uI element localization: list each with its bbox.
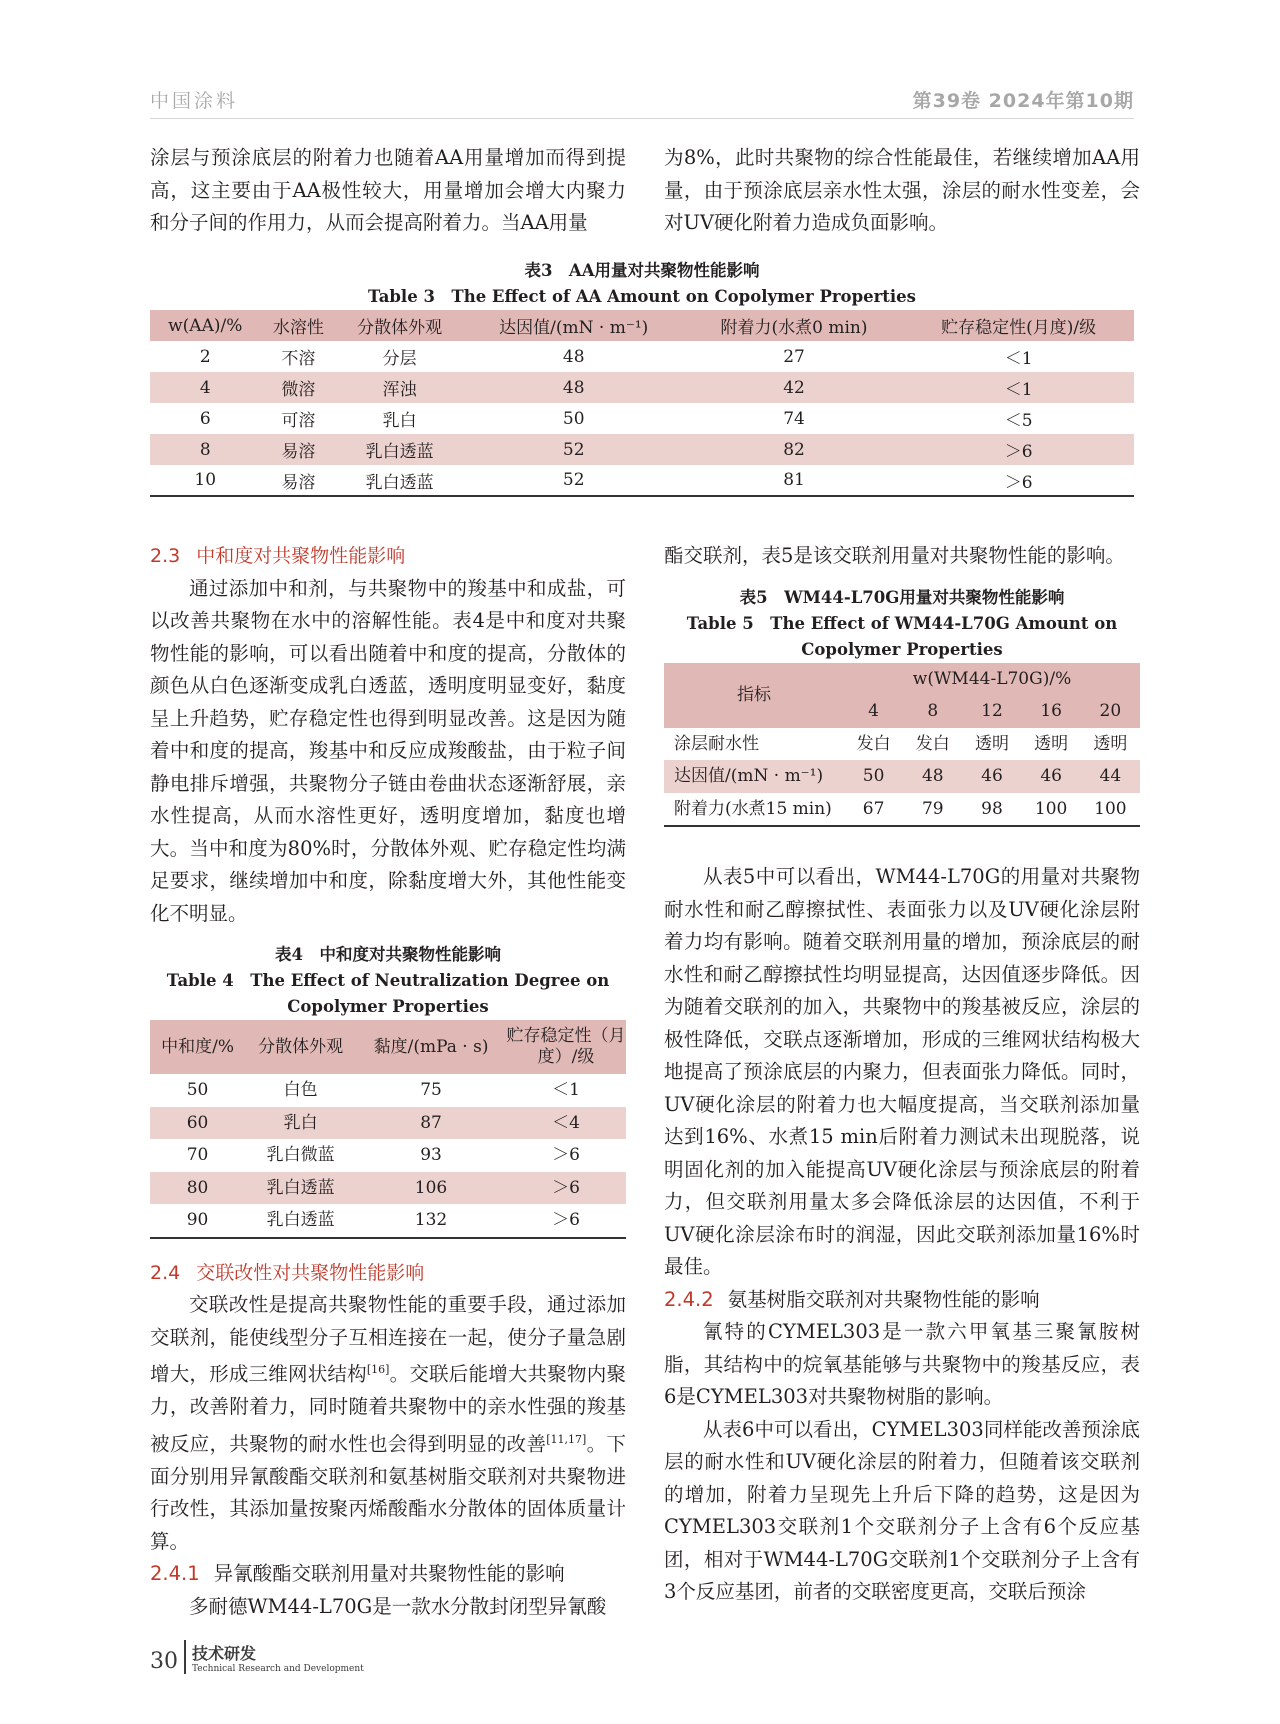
footer-section-en: Technical Research and Development — [192, 1664, 364, 1674]
top-right-paragraph: 为8%，此时共聚物的综合性能最佳，若继续增加AA用量，由于预涂底层亲水性太强，涂层的耐水性变差，会对UV硬化附着力造成负面影响。 — [664, 146, 1140, 234]
table4-caption-en: Table 4 The Effect of Neutralization Degree on Copolymer Properties — [166, 971, 610, 1016]
table5-level: 8 — [903, 695, 962, 728]
section-2-4-body: 交联改性是提高共聚物性能的重要手段，通过添加交联剂，能使线型分子互相连接在一起，使分子量急剧增大，形成三维网状结构[16]。交联后能增大共聚物内聚力，改善附着力，同时随着共聚物中的亲水性强的羧基被反应，共聚物的耐水性也会得到明显的改善[11,17]。下面分别用异氰酸酯交联剂和氨基树脂交联剂对共聚物进行改性，其添加量按聚丙烯酸酯水分散体的固体质量计算。 — [150, 1293, 626, 1553]
table3-caption-cn: 表3 AA用量对共聚物性能影响 — [524, 261, 760, 280]
table5-level: 20 — [1081, 695, 1140, 728]
table5-level: 4 — [844, 695, 903, 728]
table3-block — [150, 258, 1134, 497]
table5-level: 16 — [1022, 695, 1081, 728]
table5-block — [664, 585, 1140, 828]
top-left-paragraph: 涂层与预涂底层的附着力也随着AA用量增加而得到提高，这主要由于AA极性较大，用量增加会增大内聚力和分子间的作用力，从而会提高附着力。当AA用量 — [150, 146, 626, 234]
journal-name: 中国涂料 — [150, 90, 239, 112]
table-row: 涂层耐水性 发白 发白 透明 透明 透明 — [674, 733, 1128, 754]
table4-block — [150, 942, 626, 1239]
table4-caption-cn: 表4 中和度对共聚物性能影响 — [275, 945, 501, 964]
section-2-3-heading: 2.3 中和度对共聚物性能影响 — [150, 545, 406, 567]
table4-header: 贮存稳定性（月度）/级 — [506, 1020, 626, 1074]
table-row: 50 白色 75 ＜1 — [186, 1080, 580, 1100]
table-row: 2 不溶 分层 48 27 ＜1 — [199, 346, 1033, 369]
table-row: 附着力(水煮15 min) 67 79 98 100 100 — [674, 798, 1127, 819]
footer-divider — [184, 1640, 186, 1674]
issue-info: 第39卷 2024年第10期 — [912, 90, 1134, 112]
table3-header: 水溶性 — [260, 310, 336, 341]
footer-section — [192, 1641, 364, 1674]
table5-index-header: 指标 — [664, 663, 844, 728]
table3-header: 分散体外观 — [336, 310, 462, 341]
table3-header: 贮存稳定性(月度)/级 — [903, 310, 1134, 341]
right-column — [664, 540, 1140, 1609]
table-row: 6 可溶 乳白 50 74 ＜5 — [199, 408, 1033, 431]
table-row: 10 易溶 乳白透蓝 52 81 ＞6 — [194, 470, 1033, 493]
section-2-3-body: 通过添加中和剂，与共聚物中的羧基中和成盐，可以改善共聚物在水中的溶解性能。表4是中和度对共聚物性能的影响，可以看出随着中和度的提高，分散体的颜色从白色逐渐变成乳白透蓝，透明度明显变好，黏度呈上升趋势，贮存稳定性也得到明显改善。这是因为随着中和度的提高，羧基中和反应成羧酸盐，由于粒子间静电排斥增强，共聚物分子链由卷曲状态逐渐舒展，亲水性提高，从而水溶性更好，透明度增加，黏度也增大。当中和度为80%时，分散体外观、贮存稳定性均满足要求，继续增加中和度，除黏度增大外，其他性能变化不明显。 — [150, 576, 626, 925]
table4-header: 分散体外观 — [245, 1020, 356, 1074]
page-number: 30 — [150, 1649, 178, 1674]
section-2-4-1-body: 多耐德WM44-L70G是一款水分散封闭型异氰酸 — [189, 1594, 607, 1618]
table5 — [664, 663, 1140, 828]
table5-group-header: w(WM44-L70G)/% — [844, 663, 1140, 696]
page-footer — [150, 1640, 364, 1674]
table5-caption-en: Table 5 The Effect of WM44-L70G Amount on Copolymer Properties — [686, 613, 1118, 659]
left-column — [150, 540, 626, 1623]
table-row: 70 乳白微蓝 93 ＞6 — [186, 1145, 580, 1165]
table-row: 80 乳白透蓝 106 ＞6 — [150, 1172, 626, 1205]
table3-header: w(AA)/% — [150, 310, 260, 341]
section-2-4-2-heading: 2.4.2 氨基树脂交联剂对共聚物性能的影响 — [664, 1287, 1040, 1311]
section-2-4-1-heading: 2.4.1 异氰酸酯交联剂用量对共聚物性能的影响 — [150, 1562, 565, 1585]
continued-text: 酯交联剂，表5是该交联剂用量对共聚物性能的影响。 — [664, 544, 1125, 567]
table4-header: 黏度/(mPa · s) — [356, 1020, 506, 1074]
table-row: 达因值/(mN · m⁻¹) 50 48 46 46 44 — [664, 760, 1140, 793]
table-row: 60 乳白 87 ＜4 — [150, 1107, 626, 1140]
table-row: 8 易溶 乳白透蓝 52 82 ＞6 — [150, 434, 1134, 465]
table3-header: 达因值/(mN · m⁻¹) — [463, 310, 685, 341]
section-2-4-heading: 2.4 交联改性对共聚物性能影响 — [150, 1261, 425, 1284]
table5-caption-cn: 表5 WM44-L70G用量对共聚物性能影响 — [739, 587, 1065, 607]
header-rule — [150, 118, 1134, 119]
table4 — [150, 1020, 626, 1239]
table4-header: 中和度/% — [150, 1020, 245, 1074]
table5-level: 12 — [962, 695, 1021, 728]
table5-discussion: 从表5中可以看出，WM44-L70G的用量对共聚物耐水性和耐乙醇擦拭性、表面张力以及UV硬化涂层附着力均有影响。随着交联剂用量的增加，预涂底层的耐水性和耐乙醇擦拭性均明显提高，达因值逐步降低。因为随着交联剂的加入，共聚物中的羧基被反应，涂层的极性降低，交联点逐渐增加，形成的三维网状结构极大地提高了预涂底层的内聚力，但表面张力降低。同时，UV硬化涂层的附着力也大幅度提高，当交联剂添加量达到16%、水煮15 min后附着力测试未出现脱落，说明固化剂的加入能提高UV硬化涂层与预涂底层的附着力，但交联剂用量太多会降低涂层的达因值，不利于UV硬化涂层涂布时的润湿，因此交联剂添加量16%时最佳。 — [664, 865, 1140, 1278]
table-row: 4 微溶 浑浊 48 42 ＜1 — [150, 372, 1134, 403]
table3-header: 附着力(水煮0 min) — [685, 310, 904, 341]
section-2-4-2-body-1: 氰特的CYMEL303是一款六甲氧基三聚氰胺树脂，其结构中的烷氧基能够与共聚物中的羧基反应，表6是CYMEL303对共聚物树脂的影响。 — [664, 1320, 1140, 1408]
table-row: 90 乳白透蓝 132 ＞6 — [186, 1210, 580, 1230]
section-2-4-2-body-2: 从表6中可以看出，CYMEL303同样能改善预涂底层的耐水性和UV硬化涂层的附着力，但随着该交联剂的增加，附着力呈现先上升后下降的趋势，这是因为CYMEL303交联剂1个交联剂分子上含有6个反应基团，相对于WM44-L70G交联剂1个交联剂分子上含有3个反应基团，前者的交联密度更高，交联后预涂 — [664, 1417, 1140, 1603]
table3-caption-en: Table 3 The Effect of AA Amount on Copolymer Properties — [368, 287, 916, 306]
table3 — [150, 310, 1134, 497]
footer-section-cn: 技术研发 — [192, 1644, 257, 1663]
